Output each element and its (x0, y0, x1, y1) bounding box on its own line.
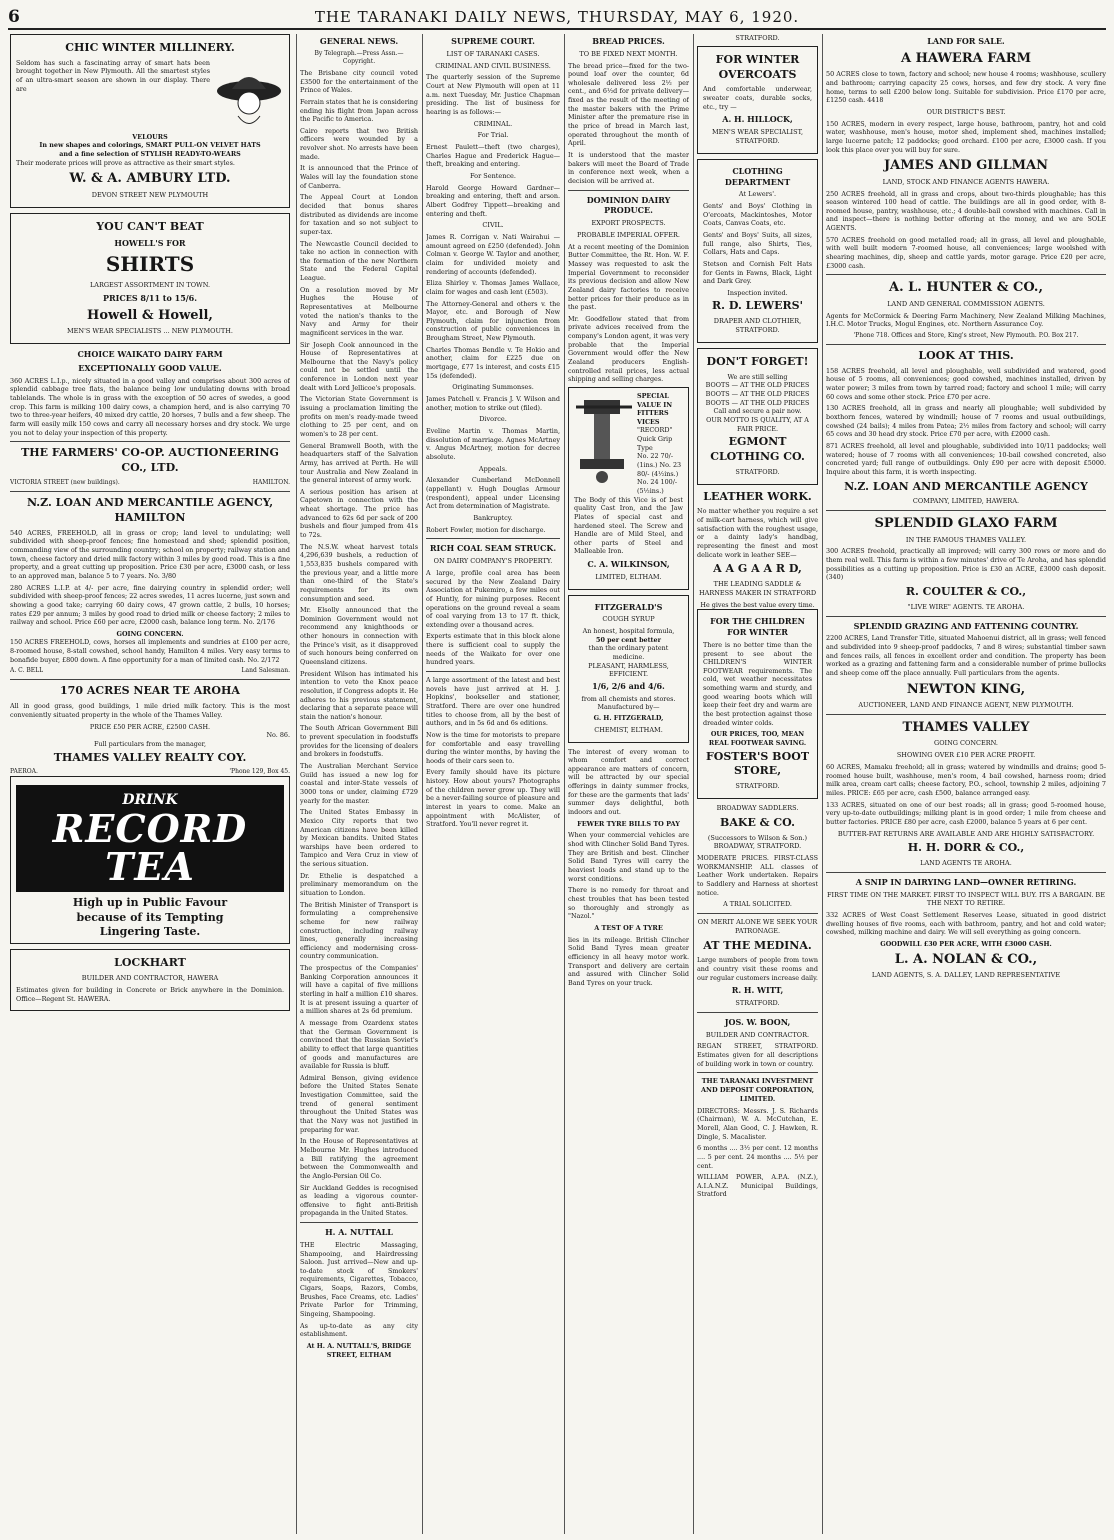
masthead (8, 6, 1106, 30)
listing: 133 ACRES, situated on one of our best roads; all in grass; good 5-roomed house, very up-to-date outbuildings; milking plant is in good order; 1 mile from cheese and butter factories. PRICE £80 per acre, cash £2000, balance 5 years at 6 per cent. (826, 800, 1106, 826)
news-item: The Appeal Court at London decided that bonus shares distributed as dividends are income for taxation and so not subject to super-tax. (300, 193, 418, 236)
witt-place: STRATFORD. (735, 999, 780, 1008)
news-item: The Victorian State Government is issuing a proclamation limiting the profits on men's ready-made tweed clothing to 25 per cent, and on women's to 28 per cent. (300, 395, 418, 438)
tea-line3: Lingering Taste. (99, 924, 201, 938)
hunter-body: Agents for McCormick & Deering Farm Machinery, New Zealand Milking Machines, I.H.C. Motor Trucks, Mogul Engines, etc. Northern Assurance Coy. (826, 311, 1106, 329)
investment-secretary: WILLIAM POWER, A.P.A. (N.Z.), A.I.A.N.Z. Municipal Buildings, Stratford (697, 1173, 818, 1199)
ambury-firm: W. & A. AMBURY LTD. (69, 171, 231, 187)
grazing-heading: SPLENDID GRAZING AND FATTENING COUNTRY. (853, 620, 1079, 631)
boon-body: REGAN STREET, STRATFORD. Estimates given for all descriptions of building work in town or country. (697, 1042, 818, 1068)
news-item: The Brisbane city council voted £3500 for the entertainment of the Prince of Wales. (300, 68, 418, 95)
ambury-item: In new shapes and colorings, SMART PULL-ON VELVET HATS (39, 141, 261, 150)
farmers-right: HAMILTON. (252, 479, 290, 486)
aroha-phone: 'Phone 129, Box 45. (229, 768, 290, 776)
tea-drink: DRINK (122, 792, 178, 809)
column-rule (693, 34, 694, 1534)
hunter-heading: A. L. HUNTER & CO., (889, 280, 1043, 296)
lewers-item: Gents' and Boys' Clothing in O'ercoats, Mackintoshes, Motor Coats, Canvas Coats, etc. (703, 202, 812, 228)
hillock-body: And comfortable underwear, sweater coats, durable socks, etc., try — (703, 85, 812, 111)
lockhart-trade: BUILDER AND CONTRACTOR, HAWERA (81, 974, 219, 983)
cough-line: 50 per cent better (596, 635, 661, 644)
howell-shirts: SHIRTS (105, 252, 195, 277)
general-news-heading: GENERAL NEWS. (319, 36, 399, 46)
coal-heading: RICH COAL SEAM STRUCK. (429, 543, 557, 554)
bake-trial: A TRIAL SOLICITED. (723, 900, 792, 909)
vice-body: The Body of this Vice is of best quality Cast Iron, and the Jaw Plates of special cast and hardened steel. The Screw and Handle are of Mild Steel, and other parts of Steel and Malleable Iron. (574, 495, 683, 556)
listing: 871 ACRES freehold, all level and ploughable, subdivided into 10/11 paddocks; well watered; house of 7 rooms with all conveniences; 10-bail cowshed concreted, also concreted yard; full range of outbuildings. Only £90 per acre with deposit £5000. Inquire about this farm, it is worth inspecting. (826, 441, 1106, 476)
nuttall-address: At H. A. NUTTALL'S, BRIDGE STREET, ELTHAM (306, 1341, 412, 1359)
court-item: Ernest Paulett—theft (two charges), Charles Hague and Frederick Hague—theft, breaking and entering. (426, 143, 560, 169)
masthead-title: THE TARANAKI DAILY NEWS, THURSDAY, MAY 6, 1920. (314, 8, 800, 26)
hillock-firm: A. H. HILLOCK, (722, 114, 793, 125)
court-section: For Sentence. (470, 171, 516, 180)
news-item: It is announced that the Prince of Wales will lay the foundation stone of Canberra. (300, 164, 418, 190)
hawera-heading: A HAWERA FARM (900, 50, 1031, 66)
howell-line1: YOU CAN'T BEAT (96, 219, 204, 233)
general-news-byline: By Telegraph.—Press Assn.—Copyright. (314, 49, 404, 65)
news-item: General Bramwell Booth, with the headquarters staff of the Salvation Army, has arrived at Perth. He will tour Australia and New Zealand in the general interest of army work. (300, 441, 418, 485)
investment-body: DIRECTORS: Messrs. J. S. Richards (Chairman), W. A. McCutchan, E. Morell, Alan Good, C. J. Hawken, R. Dingle, S. Macalister. (697, 1106, 818, 1141)
look-heading: LOOK AT THIS. (918, 349, 1014, 362)
court-section: CRIMINAL. (473, 119, 513, 128)
thames-show: SHOWING OVER £10 PER ACRE PROFIT. (896, 751, 1036, 760)
court-section: CIVIL. (482, 221, 504, 230)
news-item: The Newcastle Council decided to take no action in connection with the formation of the new Northern State and the Federal Capital League. (300, 239, 418, 283)
vice-illustration-icon (574, 392, 634, 487)
wilkinson-firm: C. A. WILKINSON, (587, 559, 670, 570)
lewers-heading: CLOTHING DEPARTMENT (724, 165, 791, 187)
bread-heading: BREAD PRICES. (592, 36, 665, 46)
separator (697, 1012, 818, 1013)
lewers-sub: At Lewers'. (738, 190, 777, 199)
news-item: Dr. Ethelie is despatched a preliminary memorandum on the situation to London. (300, 871, 418, 897)
column-rule (564, 34, 565, 1534)
column-rule (296, 34, 297, 1534)
dont-motto: OUR MOTTO IS QUALITY, AT A FAIR PRICE. (706, 415, 809, 433)
separator (568, 190, 689, 191)
nuttall-heading: H. A. NUTTALL (325, 1227, 393, 1238)
cough-line: than the ordinary patent medicine. (588, 644, 669, 662)
coal-sub: ON DAIRY COMPANY'S PROPERTY. (433, 557, 553, 566)
page-number: 6 (8, 7, 20, 27)
nzloan-agent: A. C. BELL (10, 667, 44, 675)
wilkinson-place: LIMITED, ELTHAM. (595, 572, 662, 581)
local-item: When your commercial vehicles are shod with Clincher Solid Band Tyres. They are British and best. Clincher Solid Band Tyres will carry the heaviest loads and stand up to the worst conditions. (568, 831, 689, 883)
thames-heading: THAMES VALLEY (902, 719, 1030, 735)
court-section: For Trial. (477, 131, 509, 140)
lewers-item: Stetson and Cornish Felt Hats for Gents in Fawns, Black, Light and Dark Grey. (703, 259, 812, 286)
bake-body: MODERATE PRICES. FIRST-CLASS WORKMANSHIP. ALL classes of Leather Work undertaken. Repairs to Saddlery and Harness at shortest notice. (697, 854, 818, 897)
local-item: The interest of every woman to whom comfort and correct appearance are matters of concern, will be attracted by our special offerings in dainty summer frocks, for these are the garments that lads' summer days delightful, both indoors and out. (568, 747, 689, 817)
howell-line4: LARGEST ASSORTMENT IN TOWN. (89, 281, 211, 290)
court-item: The Attorney-General and others v. the Mayor, etc. and Borough of New Plymouth, claim for injunction from construction of public conveniences in Brougham Street, New Plymouth. (426, 299, 560, 343)
listing: 150 ACRES, modern in every respect, large house, bathroom, pantry, hot and cold water, washhouse, men's house, motor shed, implement shed, machines installed; large lucerne patch; 12 paddocks; good orchard. £100 per acre, £3000 cash. If you look this place over you will buy for sure. (826, 119, 1106, 154)
aagaard-firm: A A G A A R D, (713, 562, 802, 576)
jg-heading: JAMES AND GILLMAN (883, 158, 1049, 174)
separator (826, 274, 1106, 275)
separator (10, 679, 290, 680)
leather-body: No matter whether you require a set of milk-cart harness, which will give satisfaction with the roughest usage, or a dainty lady's handbag, representing the finest and most delicate work in leather SEE— (697, 507, 818, 559)
nzloan-heading: N.Z. LOAN AND MERCANTILE AGENCY, HAMILTON (26, 496, 274, 524)
separator (300, 1222, 418, 1223)
listing: 158 ACRES freehold, all level and ploughable, well subdivided and watered, good house of 5 rooms, all conveniences; good cowshed, machines installed, driven by water power; 3 miles from town by tarred road; factory and school 1 mile; will carry 60 cows and some other stock. Price £70 per acre. (826, 366, 1106, 401)
lockhart-body: Estimates given for building in Concrete or Brick anywhere in the Dominion. Office—Regent St. HAWERA. (16, 985, 284, 1003)
boon-firm: JOS. W. BOON, (724, 1016, 791, 1027)
waikato-sub: EXCEPTIONALLY GOOD VALUE. (78, 363, 222, 374)
howell-line2: HOWELL'S FOR (114, 237, 186, 248)
court-item: Eveline Martin v. Thomas Martin, dissolution of marriage. Agnes McArtney v. Angus McArtney, motion for decree absolute. (426, 427, 560, 462)
waikato-heading: CHOICE WAIKATO DAIRY FARM (77, 349, 223, 360)
egmont-advert (697, 348, 818, 485)
court-item: Alexander Cumberland McDonnell (appellant) v. Hugh Douglas Armour (respondent), appeal under Licensing Act from determination of Magistrate. (426, 476, 560, 511)
dorr-sub: LAND AGENTS TE AROHA. (920, 859, 1012, 868)
local-item: There is no remedy for throat and chest troubles that has been tested so thoroughly and strongly as "Nazol." (568, 886, 689, 921)
separator (826, 616, 1106, 617)
nuttall-body: THE Electric Massaging, Shampooing, and Hairdressing Saloon. Just arrived—New and up-to-date stock of Smokers' requirements, Cigarettes, Tobacco, Cigars, Soaps, Razors, Combs, Brushes, Face Creams, etc. Ladies' Private Parlor for Trimming, Singeing, Shampooing. (300, 1240, 418, 1318)
tea-banner (16, 785, 284, 892)
snip-sub: FIRST TIME ON THE MARKET. FIRST TO INSPECT WILL BUY. ITS A BARGAIN. BE THE NEXT TO RETIRE. (827, 890, 1105, 908)
aagaard-note: He gives the best value every time. (700, 600, 815, 609)
listing: 250 ACRES freehold, all in grass and crops, about two-thirds ploughable; has this season wintered 100 head of cattle. The buildings are all in good order, with 8-roomed house, pantry, washhouse, etc.; 4 double-bail cowshed with machines. Call in and inspect—there is nothing better offering at the money, and we are SOLE AGENTS. (826, 189, 1106, 233)
nzloan-going: GOING CONCERN. (116, 629, 184, 638)
nolan-sub: LAND AGENTS, S. A. DALLEY, LAND REPRESENTATIVE (871, 971, 1061, 980)
news-item: The N.S.W. wheat harvest totals 4,296,639 bushels, a reduction of 1,553,835 bushels compared with the previous year, and a little more than one-third of the State's requirements for its own consumption and seed. (300, 542, 418, 603)
news-item: The United States Embassy in Mexico City reports that two American citizens have been killed by Mexican bandits. United States warships have been ordered to Tampico and Vera Cruz in view of the serious situation. (300, 808, 418, 869)
court-item: Charles Thomas Bendle v. Te Hokio and another, claim for £225 due on mortgage, £77 1s interest, and costs £15 15s (defended). (426, 345, 560, 380)
egmont-firm: EGMONT CLOTHING CO. (710, 435, 805, 464)
ambury-heading: CHIC WINTER MILLINERY. (65, 41, 235, 54)
snip-price: GOODWILL £30 PER ACRE, WITH £3000 CASH. (880, 940, 1052, 949)
dairy-item: Mr. Goodfellow stated that from private advices received from the company's London agent, it was very probable that the Imperial Government would offer the New Zealand producers English-controlled retail prices, less actual shipping and selling charges. (568, 314, 689, 384)
aroha-full: Full particulars from the manager, (93, 739, 207, 748)
separator (10, 491, 290, 492)
column-rule (422, 34, 423, 1534)
dont-line: BOOTS — AT THE OLD PRICES (705, 389, 810, 398)
aagaard-tag: THE LEADING SADDLE & HARNESS MAKER IN STRATFORD (698, 580, 817, 597)
aroha-firm: THAMES VALLEY REALTY COY. (53, 750, 247, 764)
hawera-sub: OUR DISTRICT'S BEST. (926, 107, 1006, 116)
news-item: In the House of Representatives at Melbourne Mr. Hughes introduced a Bill ratifying the agreement between the Commonwealth and the Anglo-Persian Oil Co. (300, 1137, 418, 1180)
column-2 (300, 34, 418, 1534)
dairy-heading: DOMINION DAIRY PRODUCE. (586, 194, 671, 216)
hillock-advert (697, 46, 818, 154)
coulter-tag: "LIVE WIRE" AGENTS. TE AROHA. (907, 602, 1025, 611)
column-5 (697, 34, 818, 1534)
thames-sub: GOING CONCERN. (934, 739, 998, 748)
test-heading: A TEST OF A TYRE (594, 923, 663, 932)
separator (826, 344, 1106, 345)
hunter-sub: LAND AND GENERAL COMMISSION AGENTS. (887, 299, 1045, 308)
bake-tag: BROADWAY SADDLERS. (716, 804, 799, 813)
tea-brand: RECORD TEA (52, 806, 248, 890)
dont-heading: DON'T FORGET! (706, 354, 809, 368)
coal-item: A large, profile coal area has been secured by the New Zealand Dairy Association at Pukemiro, a few miles out of Huntly, for mining purposes. Recent operations on the ground reveal a seam of coal varying from 13 to 17 ft. thick, extending over a thousand acres. (426, 569, 560, 629)
newton-firm: NEWTON KING, (906, 681, 1026, 697)
local-item: Every family should have its picture history. How about yours? Photographs of the children never grow up. They will be a never-failing source of pleasure and interest in years to come. Make an appointment with McAlister, of Stratford. You'll never regret it. (426, 768, 560, 829)
lockhart-advert (10, 949, 290, 1011)
cough-price: 1/6, 2/6 and 4/6. (592, 681, 665, 692)
stratford-label: STRATFORD. (735, 34, 780, 42)
hillock-heading: FOR WINTER OVERCOATS (715, 52, 800, 81)
nzloan-p1: 540 ACRES, FREEHOLD, all in grass or crop; land level to undulating; well subdivided with sheep-proof fences; fine homestead and shed; splendid position, commanding view of the surrounding country; school on property; railway station and town, cheese factory and dried milk factory within 3 miles by good road. This is a fine property, and a great cutting up proposition. Price £30 per acre, £3000 cash, or less to an approved man, balance 5 to 7 years. No. 3/80 (10, 528, 290, 580)
cough-firm: G. H. FITZGERALD, (593, 714, 664, 723)
boon-tag: BUILDER AND CONTRACTOR. (705, 1030, 810, 1039)
coulter-firm: R. COULTER & CO., (905, 585, 1027, 599)
snip-heading: A SNIP IN DAIRYING LAND—OWNER RETIRING. (855, 876, 1077, 887)
listing: 50 ACRES close to town, factory and school; new house 4 rooms; washhouse, scullery and bathroom; carrying capacity 25 cows, horses, and few dry stock. A very fine home, terms to sell £200 below long. Suitable for subdivision. Price £170 per acre, £1250 cash. 4418 (826, 70, 1106, 105)
medina-body: Large numbers of people from town and country visit these rooms and our regular customers increase daily. (697, 956, 818, 982)
tyre-heading: FEWER TYRE BILLS TO PAY (577, 819, 680, 828)
farmers-left: VICTORIA STREET (new buildings). (10, 479, 120, 486)
vice-advert (568, 387, 689, 590)
supreme-court-sub2: CRIMINAL AND CIVIL BUSINESS. (435, 61, 551, 70)
children-heading: FOR THE CHILDREN FOR WINTER (710, 616, 805, 638)
ambury-address: DEVON STREET NEW PLYMOUTH (91, 190, 209, 199)
listing: 2200 ACRES, Land Transfer Title, situated Mahoenui district, all in grass; well fenced and subdivided into 9 sheep-proof paddocks, 7 and 8 wires; substantial timber sawn and fences rails, all fences in excellent order and condition. The property has been worked as a grazing and fattening farm and a considerable number of prime bullocks and sheep come off the place annually. Full particulars from the agents. (826, 634, 1106, 677)
listing: 60 ACRES, Mamaku freehold; all in grass; watered by windmills and drains; good 5-roomed house built, washhouse, men's room, 4 bail cowshed, harness room; dried milk area, cream cart calls; cheese factory, P.O., school, township 2 miles, adjoining 7 miles. PRICE: £65 per acre, cash £500, balance arranged easy. (826, 763, 1106, 797)
news-item: Admiral Benson, giving evidence before the United States Senate Investigation Committee, said the trend of general sentiment throughout the United States was that the Navy was not justified in preparing for war. (300, 1073, 418, 1134)
howell-prices: PRICES 8/11 to 15/6. (102, 293, 198, 304)
jg-sub: LAND, STOCK AND FINANCE AGENTS HAWERA. (882, 177, 1050, 186)
howell-tag: MEN'S WEAR SPECIALISTS ... NEW PLYMOUTH. (66, 327, 233, 336)
nuttall-close: As up-to-date as any city establishment. (300, 1321, 418, 1339)
court-section: Originating Summonses. (452, 383, 534, 392)
news-item: The Australian Merchant Service Guild has issued a new log for coastal and inter-State vessels of 3000 tons or under, claiming £729 yearly for the master. (300, 762, 418, 805)
listing: 300 ACRES freehold, practically all improved; will carry 300 rows or more and do them real well. This farm is within a few minutes' drive of Te Aroha, and has splendid possibilities as a cutting up proposition. Price is £30 an ACRE, £3000 cash deposit. (340) (826, 547, 1106, 582)
news-item: The British Minister of Transport is formulating a comprehensive scheme for new railway construction, including railway lines, generally increasing efficiency and modernising cross-country communication. (300, 900, 418, 961)
vice-record: "RECORD" Quick Grip Type (637, 426, 673, 452)
medina-heading: AT THE MEDINA. (703, 938, 812, 952)
lewers-advert (697, 159, 818, 343)
vice-prices: No. 22 70/- (1ins.) No. 23 80/- (4½ins.) No. 24 100/- (5½ins.) (637, 452, 682, 495)
listing: 130 ACRES freehold, all in grass and nearly all ploughable; well subdivided by boxthorn fences, watered by windmill; house of 7 rooms and usual outbuildings, cowshed (24 bails); 4 miles from Patea; 2½ miles from factory and school; will carry 65 cows and 30 head dry stock. Price £70 per acre, with £2000 cash. (826, 404, 1106, 439)
lewers-item: Gents' and Boys' Suits, all sizes, full range, also Shirts, Ties, Collars, Hats and Caps. (703, 230, 812, 257)
ambury-item: VELOURS (132, 132, 168, 141)
hat-illustration-icon (214, 61, 284, 131)
hillock-tag: MEN'S WEAR SPECIALIST, STRATFORD. (711, 128, 804, 145)
foster-advert (697, 609, 818, 799)
howell-firm: Howell & Howell, (87, 307, 213, 323)
separator (426, 538, 560, 539)
medina-sub: ON MERIT ALONE WE SEEK YOUR PATRONAGE. (697, 918, 818, 935)
ambury-advert (10, 34, 290, 208)
ambury-note: Their moderate prices will prove as attractive as their smart styles. (16, 158, 235, 167)
aroha-body: All in good grass, good buildings, 1 mile dried milk factory. This is the most conveniently situated property in the whole of the Thames Valley. (10, 702, 290, 719)
news-item: Cairo reports that two British officers were wounded by a revolver shot. No arrests have been made. (300, 126, 418, 161)
nolan-firm: L. A. NOLAN & CO., (894, 951, 1038, 967)
vice-special: SPECIAL VALUE IN FITTERS VICES (637, 391, 673, 426)
supreme-court-sub: LIST OF TARANAKI CASES. (446, 49, 540, 58)
nzl-heading: N.Z. LOAN AND MERCANTILE AGENCY (844, 479, 1088, 493)
aroha-place: PAEROA. (10, 768, 38, 776)
dairy-sub: EXPORT PROSPECTS. (591, 219, 666, 228)
farmers-heading: THE FARMERS' CO-OP. AUCTIONEERING CO., LTD. (21, 446, 279, 475)
nzloan-agent2: Land Salesman. (241, 667, 290, 675)
nzloan-p3: 150 ACRES FREEHOLD, cows, horses all implements and sundries at £100 per acre, 8-roomed house, 8-stall cowshed, school handy, Hamilton 4 miles. Very easy terms to bonafide buyer, £800 down. A fine opportunity for a man of limited cash. No. 2/172 (10, 638, 290, 664)
bake-firm: BAKE & CO. (720, 815, 795, 829)
news-item: Ferrain states that he is considering ending his flight from Japan across the Pacific to America. (300, 97, 418, 124)
land-for-sale-heading: LAND FOR SALE. (927, 36, 1005, 46)
children-price: OUR PRICES, TOO, MEAN REAL FOOTWEAR SAVING. (708, 730, 807, 747)
investment-rates: 6 months .... 3½ per cent. 12 months .... 5 per cent. 24 months .... 5½ per cent. (697, 1144, 818, 1170)
column-rule (822, 34, 823, 1534)
news-item: A serious position has arisen at Capetown in connection with the wheat shortage. The price has advanced to 62s 6d per sack of 200 bushels and flour jumped from 41s to 72s. (300, 487, 418, 540)
dairy-sub2: PROBABLE IMPERIAL OFFER. (577, 230, 680, 239)
hunter-phone: 'Phone 718. Offices and Store, King's street, New Plymouth. P.O. Box 217. (853, 331, 1079, 339)
bread-item: It is understood that the master bakers will meet the Board of Trade in conference next week, when a decision will be arrived at. (568, 150, 689, 185)
aroha-heading: 170 ACRES NEAR TE AROHA (60, 684, 240, 698)
news-item: Sir Auckland Geddes is recognised as leading a vigorous counter-offensive to fight anti-British propaganda in the United States. (300, 1183, 418, 1218)
separator (826, 714, 1106, 715)
local-item: Now is the time for motorists to prepare for comfortable and easy travelling during the winter months, by having the hoods of their cars seen to. (426, 730, 560, 765)
cough-place: CHEMIST, ELTHAM. (594, 725, 663, 734)
separator (697, 1072, 818, 1073)
nzloan-p2: 280 ACRES L.I.P. at 4/- per acre, fine dairying country in splendid order; well subdivided with sheep-proof fences; 22 acres swedes, 11 acres lucerne, just sown and showing a good take; carrying 60 dairy cows, 47 grown cattle, 2 bulls, 10 horses; rates £29 per annum; 3 miles by good road to dried milk or cheese factory; 2 miles to railway and school. Price £60 per acre, £2000 cash, balance long term. No. 2/176 (10, 583, 290, 627)
tea-advert (10, 776, 290, 944)
separator (10, 441, 290, 442)
court-item: Harold George Howard Gardner—breaking and entering, theft and arson. Albert Godfrey Tippett—breaking and entering and theft. (426, 183, 560, 218)
dont-call: Call and secure a pair now. (713, 407, 802, 416)
dorr-firm: H. H. DORR & CO., (907, 841, 1025, 855)
court-item: Robert Fowler, motion for discharge. (426, 525, 546, 534)
column-4 (568, 34, 689, 1534)
column-1 (10, 34, 290, 1534)
lewers-tag: DRAPER AND CLOTHIER, STRATFORD. (713, 317, 802, 335)
local-item: A large assortment of the latest and best novels have just arrived at H. J. Hopkins', bookseller and stationer, Stratford. There are over one hundred titles to choose from, all by the best of authors, and in 5s 6d and 6s editions. (426, 676, 560, 728)
listing: 570 ACRES freehold on good metalled road; all in grass, all level and ploughable, with well built modern 7-roomed house, all conveniences; large woolshed with shearing machines, dip, sheep and cattle yards, motor garage. Price £20 per acre, £3000 cash. (826, 235, 1106, 270)
cough-line: PLEASANT, HARMLESS, EFFICIENT. (588, 661, 669, 679)
tea-line1: High up in Public Favour (72, 896, 228, 910)
supreme-court-heading: SUPREME COURT. (451, 36, 535, 46)
court-section: Bankruptcy. (473, 514, 513, 523)
nzl-sub: COMPANY, LIMITED, HAWERA. (912, 497, 1020, 506)
news-item: The prospectus of the Companies' Banking Corporation announces it will have a capital of five millions sterling in half a million £10 shares. It is at present issuing a quarter of a million shares at 2s 6d premium. (300, 964, 418, 1016)
dont-line: BOOTS — AT THE OLD PRICES (705, 381, 810, 390)
local-item: lies in its mileage. British Clincher Solid Band Tyres mean greater efficiency in all heavy motor work. Transport and delivery are certain and assured with Clincher Solid Band Tyres on your truck. (568, 935, 689, 987)
court-section: Divorce. (479, 415, 507, 424)
news-item: Mr. Elsolly announced that the Dominion Government would not recommend any knighthoods or other honours in connection with the Prince's visit, as it disapproved of such honours being conferred on Queensland citizens. (300, 606, 418, 666)
aroha-price: PRICE £50 PER ACRE, £2500 CASH. (89, 722, 211, 731)
ambury-body: Seldom has such a fascinating array of smart hats been brought together in New Plymouth. All the smartest styles of an ultra-smart season are shown in our display. There are (16, 58, 210, 93)
separator (826, 872, 1106, 873)
thames-butter: BUTTER-FAT RETURNS ARE AVAILABLE AND ARE HIGHLY SATISFACTORY. (837, 829, 1095, 838)
investment-heading: THE TARANAKI INVESTMENT AND DEPOSIT CORPORATION, LIMITED. (700, 1077, 815, 1103)
dairy-item: At a recent meeting of the Dominion Butter Committee, the Rt. Hon. W. F. Massey was requested to ask the Imperial Government to reconsider its previous decision and allow New Zealand dairy factories to receive better prices for their produce as in the past. (568, 242, 689, 312)
cough-heading: FITZGERALD'S (594, 601, 663, 612)
listing: 332 ACRES of West Coast Settlement Reserves Lease, situated in good district dwelling houses of five rooms, each with bathroom, pantry, and hot and cold water; cowshed, milking machine and dairy. We will sell everything as going concern. (826, 911, 1106, 937)
howell-advert (10, 213, 290, 345)
news-item: A message from Ozardenx states that the German Government is convinced that the Russian Soviet's ability to effect that large quantities of goods and manufactures are available for Russia is bluff. (300, 1018, 418, 1071)
separator (697, 913, 818, 914)
witt-firm: R. H. WITT, (731, 985, 784, 996)
glaxo-sub: IN THE FAMOUS THAMES VALLEY. (905, 535, 1027, 544)
news-item: On a resolution moved by Mr Hughes the House of Representatives at Melbourne voted the nation's thanks to the Navy and Army for their magnificent services in the war. (300, 285, 418, 337)
bread-sub: TO BE FIXED NEXT MONTH. (579, 49, 678, 58)
bake-sub: (Successors to Wilson & Son.) BROADWAY, STRATFORD. (707, 833, 808, 851)
lockhart-name: LOCKHART (114, 956, 186, 970)
news-item: The South African Government Bill to prevent speculation in foodstuffs provides for the licensing of dealers and brokers in foodstuffs. (300, 724, 418, 759)
cough-sub: COUGH SYRUP (602, 615, 655, 624)
leather-heading: LEATHER WORK. (703, 489, 812, 503)
column-6 (826, 34, 1106, 1534)
news-item: Sir Joseph Cook announced in the House of Representatives at Melbourne that the Navy's policy could not be settled until the conference in London next year dealt with Lord Jellicoe's proposals. (300, 340, 418, 392)
court-item: Eliza Shirley v. Thomas James Wallace, claim for wages and cash lent (£503). (426, 279, 560, 296)
lewers-firm: R. D. LEWERS' (712, 299, 803, 313)
ambury-item: and a fine selection of STYLISH READY-TO-WEARS (59, 150, 241, 159)
aroha-no: No. 86. (266, 731, 290, 740)
court-section: Appeals. (478, 464, 508, 473)
court-item: James Patchell v. Francis J. V. Wilson and another, motion to strike out (filed). (426, 395, 560, 412)
bread-item: The bread price—fixed for the two-pound loaf over the counter, 6d wholesale delivered less 2½ per cent., and 6½d for private delivery—fixed as the result of the meeting of the master bakers with the Prime Minister after the premature rise in the price of bread in March last, operated throughout the month of April. (568, 61, 689, 148)
cough-advert (568, 595, 689, 743)
egmont-place: STRATFORD. (735, 467, 780, 476)
foster-firm: FOSTER'S BOOT STORE, (705, 749, 810, 778)
cough-line: An honest, hospital formula, (582, 627, 675, 636)
children-body: There is no better time than the present to see about the CHILDREN'S WINTER FOOTWEAR requirements. The cold, wet weather necessitates something warm and sturdy, and good wearing boots which will keep their feet dry and warm are the best protection against those dreaded winter colds. (703, 640, 812, 727)
coal-item: Experts estimate that in this block alone there is sufficient coal to supply the needs of the Waikato for over one hundred years. (426, 632, 560, 667)
foster-place: STRATFORD. (735, 782, 780, 791)
newton-sub: AUCTIONEER, LAND AND FINANCE AGENT, NEW PLYMOUTH. (858, 701, 1074, 710)
court-item: James R. Corrigan v. Nati Wairahui —amount agreed on £250 (defended). John Colman v. George W. Taylor and another, claim for undivided moiety and rendering of accounts (defended). (426, 233, 560, 276)
court-item: The quarterly session of the Supreme Court at New Plymouth will open at 11 a.m. next Tuesday, Mr. Justice Chapman presiding. The list of business for hearing is as follows:— (426, 73, 560, 116)
glaxo-heading: SPLENDID GLAXO FARM (874, 516, 1058, 532)
waikato-body: 360 ACRES L.I.p., nicely situated in a good valley and comprises about 300 acres of splendid cabbage tree flats, the balance being low undulating downs with broad tablelands. The whole is in grass with the exception of 50 acres of swedes, a good crop. This farm is milking 100 dairy cows, a champion herd, and is also carrying 70 two to three-year heifers, 40 mixed dry cattle, 20 horses, 7 bulls and a few sheep. The farm will easily milk 150 cows and carry all necessary horses and dry stock. We urge you not to delay your inspection of this property. (10, 376, 290, 437)
lewers-invite: Inspection invited. (727, 288, 788, 297)
column-3 (426, 34, 560, 1534)
dont-line: BOOTS — AT THE OLD PRICES (705, 398, 810, 407)
separator (426, 671, 560, 672)
cough-line: from all chemists and stores. Manufactured by— (581, 694, 676, 712)
dont-body: We are still selling (727, 372, 788, 381)
tea-line2: because of its Tempting (76, 910, 224, 924)
news-item: President Wilson has intimated his intention to veto the Knox peace resolution, if Congress adopts it. He adheres to his previous statement, declaring that a separate peace will stain the nation's honour. (300, 669, 418, 721)
separator (826, 510, 1106, 511)
